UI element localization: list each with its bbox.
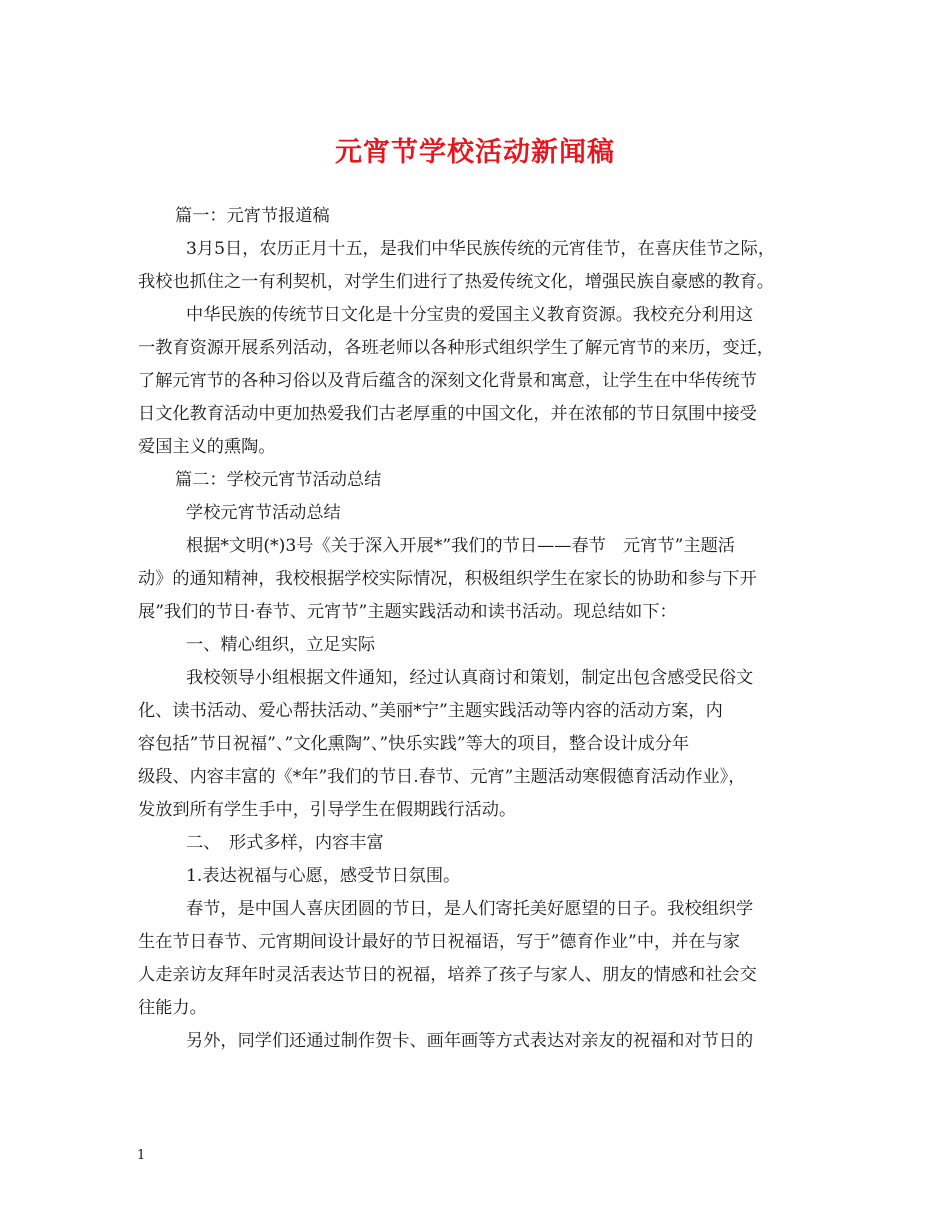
page-number: 1 [137,1148,146,1163]
text-line: 中华民族的传统节日文化是十分宝贵的爱国主义教育资源。我校充分利用这 [186,305,754,325]
text-line: 化、读书活动、爱心帮扶活动、”美丽*宁”主题实践活动等内容的活动方案，内 [138,701,723,721]
text-line: 春节，是中国人喜庆团圆的节日，是人们寄托美好愿望的日子。我校组织学 [186,899,754,919]
document-body [138,200,828,1058]
text-line: 往能力。 [138,998,207,1018]
text-line: 展”我们的节日·春节、元宵节”主题实践活动和读书活动。现总结如下： [138,602,677,622]
text-line: 人走亲访友拜年时灵活表达节日的祝福，培养了孩子与家人、朋友的情感和社会交 [138,965,757,985]
text-line: 篇一：元宵节报道稿 [175,206,330,226]
text-line: 另外，同学们还通过制作贺卡、画年画等方式表达对亲友的祝福和对节日的 [186,1031,754,1051]
text-line: 1.表达祝福与心愿，感受节日氛围。 [186,866,461,886]
text-line: 级段、内容丰富的《*年”我们的节日.春节、元宵”主题活动寒假德育活动作业》， [138,767,746,787]
text-line: 日文化教育活动中更加热爱我们古老厚重的中国文化，并在浓郁的节日氛围中接受 [138,404,757,424]
text-line: 一、精心组织，立足实际 [186,635,376,655]
text-line: 根据*文明(*)3号《关于深入开展*”我们的节日——春节 元宵节”主题活 [186,536,735,556]
text-line: 发放到所有学生手中，引导学生在假期践行活动。 [138,800,517,820]
text-line: 生在节日春节、元宵期间设计最好的节日祝福语，写于”德育作业”中，并在与家 [138,932,740,952]
text-line: 我校领导小组根据文件通知，经过认真商讨和策划，制定出包含感受民俗文 [186,668,754,688]
text-line: 了解元宵节的各种习俗以及背后蕴含的深刻文化背景和寓意，让学生在中华传统节 [138,371,757,391]
text-line: 学校元宵节活动总结 [186,503,341,523]
text-line: 动》的通知精神，我校根据学校实际情况，积极组织学生在家长的协助和参与下开 [138,569,757,589]
text-line: 3月5日，农历正月十五，是我们中华民族传统的元宵佳节，在喜庆佳节之际， [186,239,776,259]
text-line: 篇二：学校元宵节活动总结 [175,470,382,490]
document-title: 元宵节学校活动新闻稿 [335,137,615,168]
text-line: 我校也抓住之一有利契机，对学生们进行了热爱传统文化，增强民族自豪感的教育。 [138,272,774,292]
text-line: 爱国主义的熏陶。 [138,437,276,457]
text-line: 二、 形式多样，内容丰富 [186,833,384,853]
text-line: 一教育资源开展系列活动，各班老师以各种形式组织学生了解元宵节的来历，变迁， [138,338,774,358]
text-line: 容包括”节日祝福”、”文化熏陶”、”快乐实践”等大的项目，整合设计成分年 [138,734,690,754]
